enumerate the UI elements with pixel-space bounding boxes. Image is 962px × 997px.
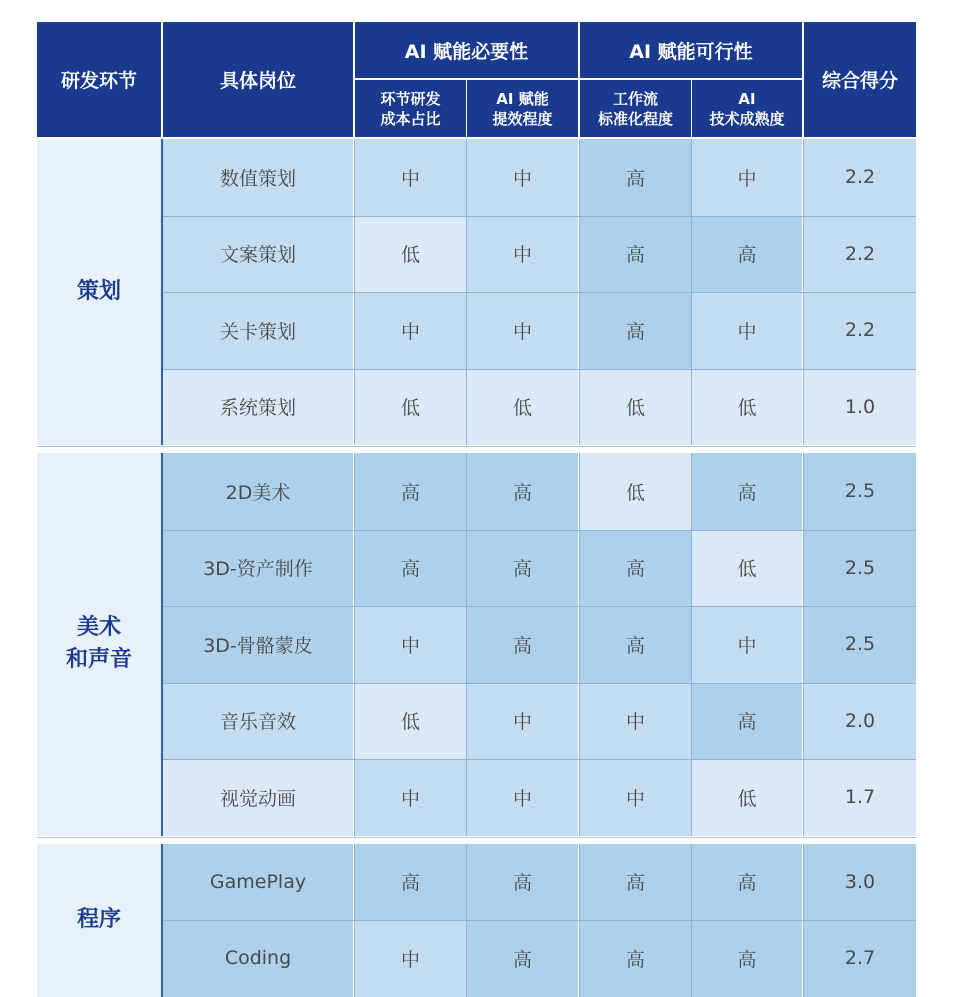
maturity-cell: 中 (692, 606, 802, 683)
efficiency-cell: 中 (467, 759, 578, 836)
column-divider (579, 453, 580, 836)
position-cell: 2D美术 (163, 453, 353, 530)
position-cell: Coding (163, 920, 353, 997)
position-cell: 系统策划 (163, 369, 353, 446)
score-cell: 3.0 (804, 844, 916, 921)
efficiency-cell: 高 (467, 844, 578, 921)
score-cell: 2.7 (804, 920, 916, 997)
stage-label: 程序 (37, 844, 161, 997)
cost-ratio-cell: 高 (355, 530, 466, 607)
column-divider (579, 844, 580, 997)
column-divider (466, 844, 467, 997)
maturity-cell: 高 (692, 216, 802, 293)
cost-ratio-cell: 中 (355, 606, 466, 683)
position-cell: 关卡策划 (163, 292, 353, 369)
maturity-cell: 低 (692, 369, 802, 446)
cost-ratio-cell: 高 (355, 453, 466, 530)
column-divider (803, 453, 804, 836)
standardization-cell: 中 (580, 683, 691, 760)
maturity-cell: 高 (692, 453, 802, 530)
column-divider (691, 139, 692, 445)
maturity-cell: 低 (692, 530, 802, 607)
efficiency-cell: 高 (467, 920, 578, 997)
cost-ratio-cell: 中 (355, 759, 466, 836)
header-cost-ratio: 环节研发 成本占比 (355, 80, 466, 137)
efficiency-cell: 中 (467, 216, 578, 293)
position-cell: 文案策划 (163, 216, 353, 293)
score-cell: 2.5 (804, 453, 916, 530)
maturity-cell: 高 (692, 920, 802, 997)
efficiency-cell: 中 (467, 139, 578, 216)
standardization-cell: 高 (580, 216, 691, 293)
stage-label: 美术 和声音 (37, 453, 161, 836)
header-feasibility: AI 赋能可行性 (580, 22, 802, 78)
score-cell: 2.2 (804, 139, 916, 216)
maturity-cell: 中 (692, 292, 802, 369)
standardization-cell: 高 (580, 920, 691, 997)
column-divider (803, 844, 804, 997)
column-divider (354, 139, 355, 445)
column-divider (466, 139, 467, 445)
column-divider (579, 139, 580, 445)
cost-ratio-cell: 中 (355, 292, 466, 369)
standardization-cell: 低 (580, 453, 691, 530)
score-cell: 2.5 (804, 606, 916, 683)
group-divider (37, 446, 916, 447)
score-cell: 2.2 (804, 292, 916, 369)
maturity-cell: 高 (692, 683, 802, 760)
column-divider (803, 139, 804, 445)
standardization-cell: 高 (580, 530, 691, 607)
header-score: 综合得分 (804, 22, 916, 137)
efficiency-cell: 中 (467, 292, 578, 369)
header-position: 具体岗位 (163, 22, 353, 137)
header-necessity: AI 赋能必要性 (355, 22, 578, 78)
position-cell: 视觉动画 (163, 759, 353, 836)
position-cell: 音乐音效 (163, 683, 353, 760)
standardization-cell: 高 (580, 292, 691, 369)
position-cell: 3D-资产制作 (163, 530, 353, 607)
standardization-cell: 高 (580, 139, 691, 216)
maturity-cell: 低 (692, 759, 802, 836)
score-cell: 2.2 (804, 216, 916, 293)
position-cell: 3D-骨骼蒙皮 (163, 606, 353, 683)
cost-ratio-cell: 中 (355, 139, 466, 216)
column-divider (691, 453, 692, 836)
position-cell: GamePlay (163, 844, 353, 921)
standardization-cell: 中 (580, 759, 691, 836)
column-divider (466, 453, 467, 836)
maturity-cell: 中 (692, 139, 802, 216)
score-cell: 2.5 (804, 530, 916, 607)
score-cell: 1.0 (804, 369, 916, 446)
cost-ratio-cell: 中 (355, 920, 466, 997)
efficiency-cell: 高 (467, 453, 578, 530)
cost-ratio-cell: 低 (355, 683, 466, 760)
group-divider (37, 837, 916, 838)
cost-ratio-cell: 低 (355, 216, 466, 293)
standardization-cell: 高 (580, 606, 691, 683)
maturity-cell: 高 (692, 844, 802, 921)
column-divider (691, 844, 692, 997)
score-cell: 1.7 (804, 759, 916, 836)
header-efficiency: AI 赋能 提效程度 (467, 80, 578, 137)
position-cell: 数值策划 (163, 139, 353, 216)
column-divider (354, 844, 355, 997)
stage-label: 策划 (37, 139, 161, 445)
header-maturity: AI 技术成熟度 (692, 80, 802, 137)
cost-ratio-cell: 高 (355, 844, 466, 921)
cost-ratio-cell: 低 (355, 369, 466, 446)
efficiency-cell: 中 (467, 683, 578, 760)
standardization-cell: 低 (580, 369, 691, 446)
score-cell: 2.0 (804, 683, 916, 760)
efficiency-cell: 高 (467, 606, 578, 683)
efficiency-cell: 低 (467, 369, 578, 446)
standardization-cell: 高 (580, 844, 691, 921)
header-standardization: 工作流 标准化程度 (580, 80, 691, 137)
header-stage: 研发环节 (37, 22, 161, 137)
efficiency-cell: 高 (467, 530, 578, 607)
column-divider (354, 453, 355, 836)
